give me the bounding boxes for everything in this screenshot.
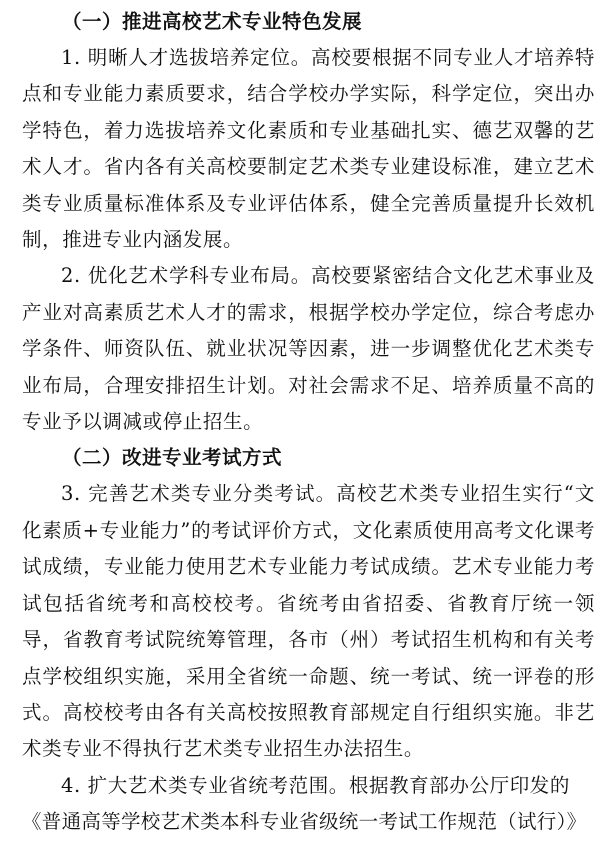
paragraph-1: 1. 明晰人才选拔培养定位。高校要根据不同专业人才培养特点和专业能力素质要求，结合学校办学实际，科学定位，突出办学特色，着力选拔培养文化素质和专业基础扎实、德艺双馨的艺术人才。省内各有关高校要制定艺术类专业建设标准，建立艺术类专业质量标准体系及专业评估体系，健全完善质量提升长效机制，推进专业内涵发展。 bbox=[22, 46, 595, 252]
paragraph-2: 2. 优化艺术学科专业布局。高校要紧密结合文化艺术事业及产业对高素质艺术人才的需求，根据学校办学定位，综合考虑办学条件、师资队伍、就业状况等因素，进一步调整优化艺术类专业布局，合理安排招生计划。对社会需求不足、培养质量不高的专业予以调减或停止招生。 bbox=[22, 264, 595, 434]
section-heading-1: （一）推进高校艺术专业特色发展 bbox=[62, 10, 363, 33]
section-heading-2: （二）改进专业考试方式 bbox=[62, 446, 283, 470]
paragraph-3: 3. 完善艺术类专业分类考试。高校艺术类专业招生实行“文化素质+专业能力”的考试评价方式，文化素质使用高考文化课考试成绩，专业能力使用艺术专业能力考试成绩。艺术专业能力考试包括省统考和高校校考。省统考由省招委、省教育厅统一领导，省教育考试院统筹管理，各市（州）考试招生机构和有关考点学校组织实施，采用全省统一命题、统一考试、统一评卷的形式。高校校考由各有关高校按照教育部规定自行组织实施。非艺术类专业不得执行艺术类专业招生办法招生。 bbox=[22, 482, 595, 761]
paragraph-4-continuation: 《普通高等学校艺术类本科专业省级统一考试工作规范（试行）》 bbox=[22, 810, 587, 834]
paragraph-4: 4. 扩大艺术类专业省统考范围。根据教育部办公厅印发的 bbox=[61, 773, 571, 797]
